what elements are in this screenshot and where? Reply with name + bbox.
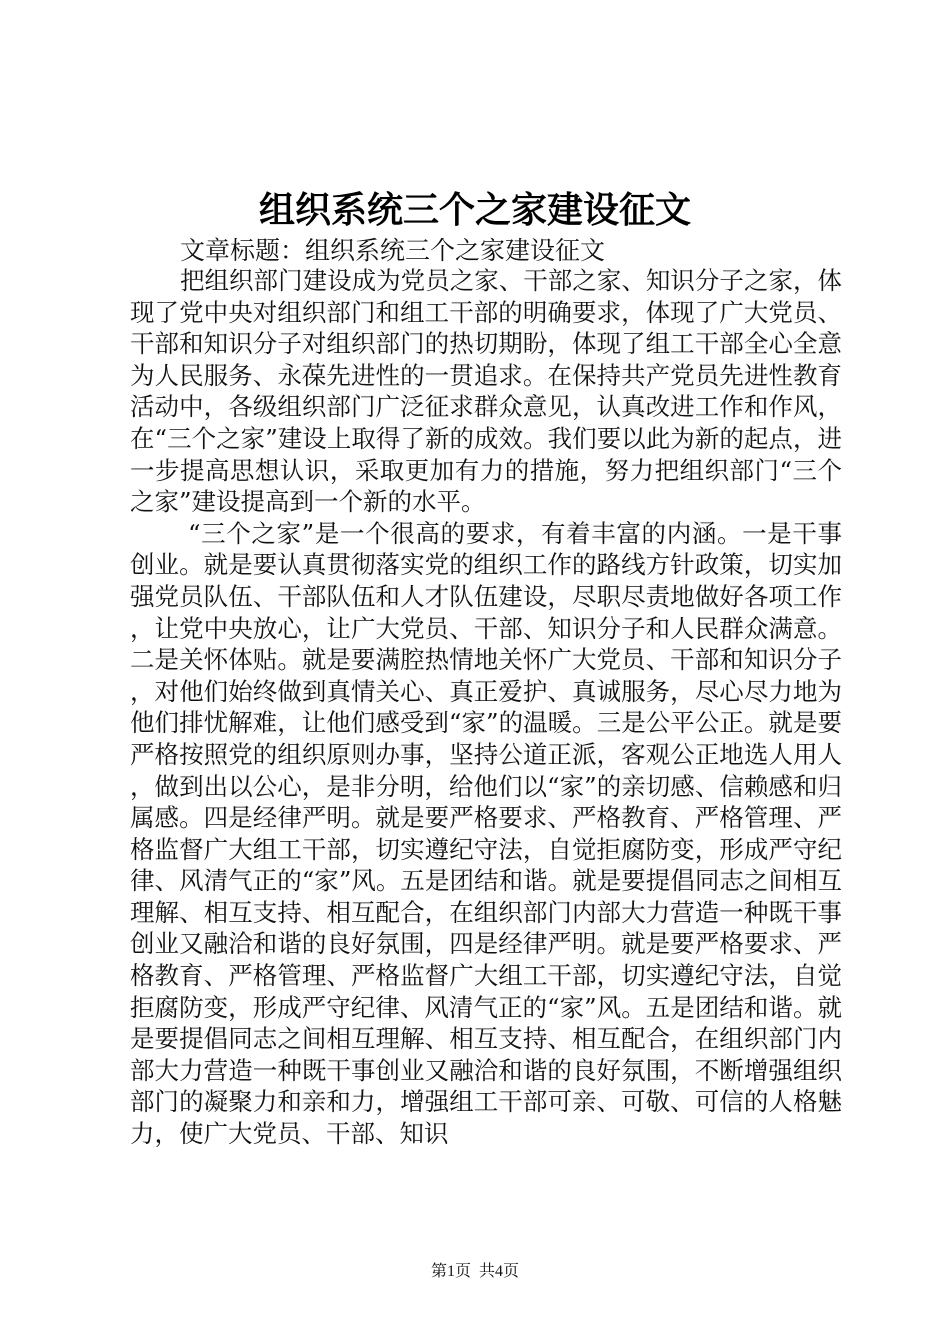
page-number-total: 共4页 bbox=[479, 1263, 520, 1280]
body-paragraph-1: 把组织部门建设成为党员之家、干部之家、知识分子之家，体现了党中央对组织部门和组工干部的明确要求，体现了广大党员、干部和知识分子对组织部门的热切期盼，体现了组工干部全心全意为人民服务、永葆先进性的一贯追求。在保持共产党员先进性教育活动中，各级组织部门广泛征求群众意见，认真改进工作和作风，在“三个之家”建设上取得了新的成效。我们要以此为新的起点，进一步提高思想认识，采取更加有力的措施，努力把组织部门“三个之家”建设提高到一个新的水平。 bbox=[130, 266, 842, 517]
page-footer bbox=[0, 1262, 950, 1282]
document-title: 组织系统三个之家建设征文 bbox=[258, 189, 691, 231]
article-title-label: 文章标题：组织系统三个之家建设征文 bbox=[180, 236, 606, 265]
document-body bbox=[130, 265, 842, 1150]
page-number-current: 第1页 bbox=[430, 1263, 471, 1280]
body-paragraph-2: “三个之家”是一个很高的要求，有着丰富的内涵。一是干事创业。就是要认真贯彻落实党的组织工作的路线方针政策，切实加强党员队伍、干部队伍和人才队伍建设，尽职尽责地做好各项工作，让党中央放心，让广大党员、干部、知识分子和人民群众满意。二是关怀体贴。就是要满腔热情地关怀广大党员、干部和知识分子，对他们始终做到真情关心、真正爱护、真诚服务，尽心尽力地为他们排忧解难，让他们感受到“家”的温暖。三是公平公正。就是要严格按照党的组织原则办事，坚持公道正派，客观公正地选人用人，做到出以公心，是非分明，给他们以“家”的亲切感、信赖感和归属感。四是经律严明。就是要严格要求、严格教育、严格管理、严格监督广大组工干部，切实遵纪守法，自觉拒腐防变，形成严守纪律、风清气正的“家”风。五是团结和谐。就是要提倡同志之间相互理解、相互支持、相互配合，在组织部门内部大力营造一种既干事创业又融洽和谐的良好氛围，四是经律严明。就是要严格要求、严格教育、严格管理、严格监督广大组工干部，切实遵纪守法，自觉拒腐防变，形成严守纪律、风清气正的“家”风。五是团结和谐。就是要提倡同志之间相互理解、相互支持、相互配合，在组织部门内部大力营造一种既干事创业又融洽和谐的良好氛围，不断增强组织部门的凝聚力和亲和力，增强组工干部可亲、可敬、可信的人格魅力，使广大党员、干部、知识 bbox=[130, 518, 842, 1149]
